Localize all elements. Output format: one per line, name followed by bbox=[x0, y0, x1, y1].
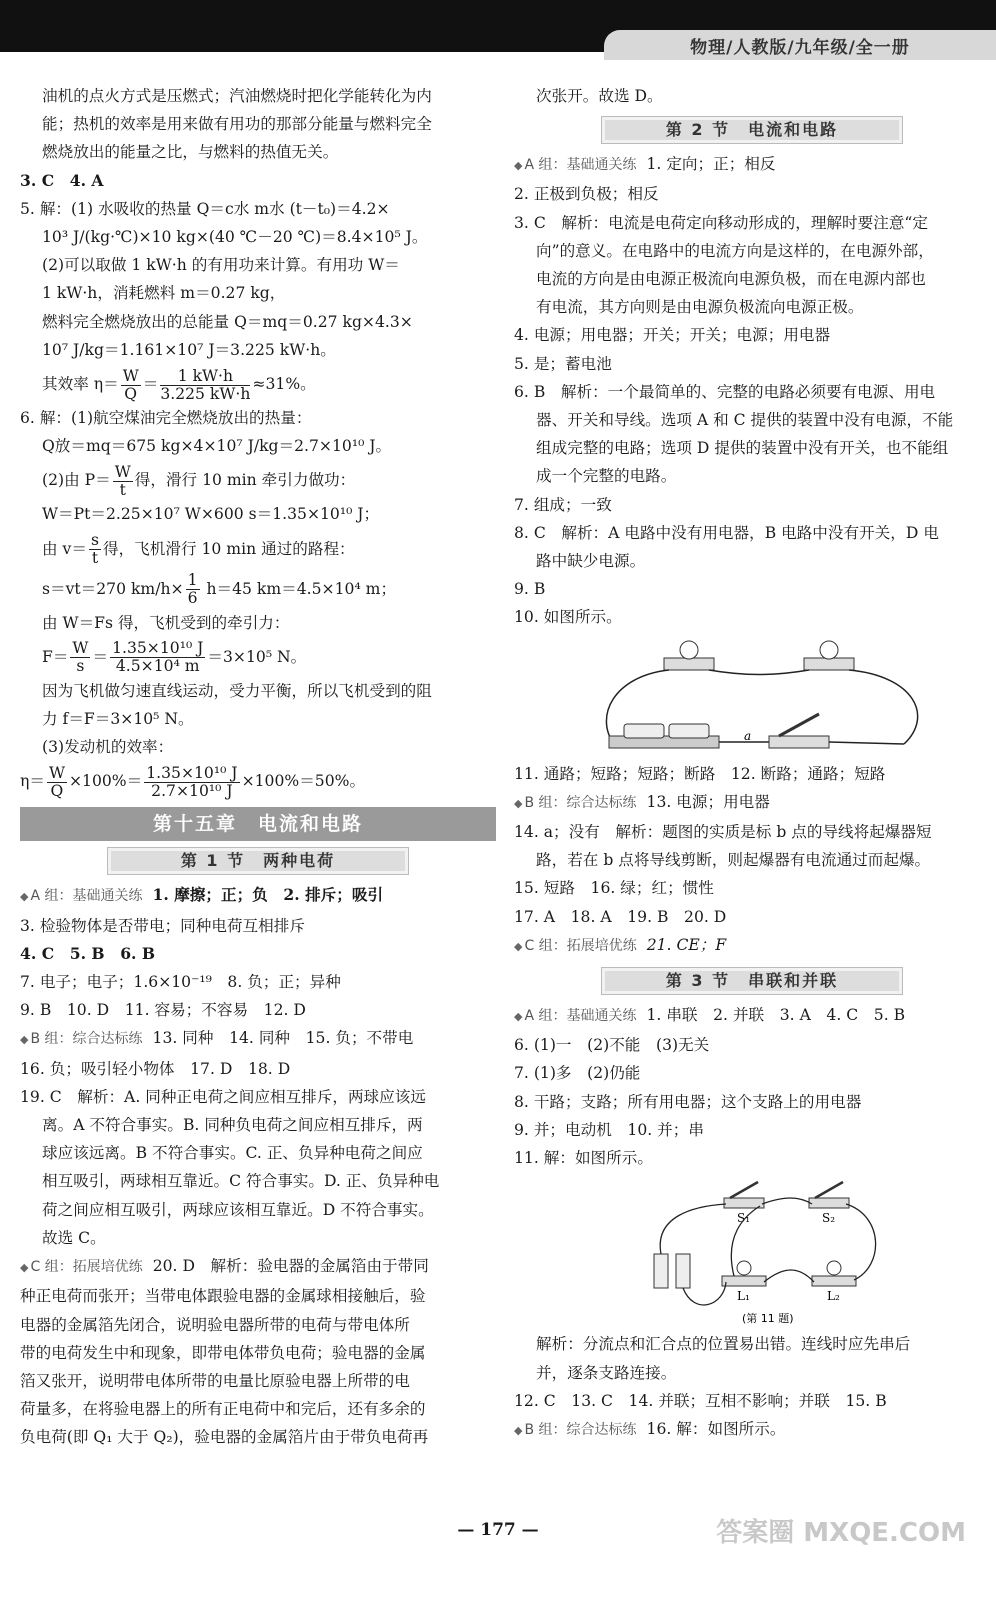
wire-icon bbox=[764, 1270, 814, 1282]
answer-line: 7. (1)多 (2)仍能 bbox=[514, 1064, 641, 1083]
text-line: 并，逐条支路连接。 bbox=[536, 1363, 677, 1382]
answer-line: 7. 组成；一致 bbox=[514, 495, 612, 514]
text-line: 电流的方向是由电源正极流向电源负极，而在电源内部也 bbox=[536, 270, 926, 289]
bulb-icon bbox=[827, 1261, 841, 1275]
answer-line: 15. 短路 16. 绿；红；惯性 bbox=[514, 879, 714, 898]
circuit-diagram-11 bbox=[634, 1176, 894, 1326]
battery-icon bbox=[624, 724, 664, 738]
formula-line: η＝ $\frac{W}{Q}$ ×100%＝ $\frac{\text{1.35×10¹⁰ J}}{\text{2.7×10¹⁰ J}}$ ×100%＝50%。 bbox=[20, 763, 366, 800]
switch-label: S₁ bbox=[737, 1211, 751, 1226]
answer-line: 3. C 4. A bbox=[20, 170, 104, 190]
answer-line: 6. (1)一 (2)不能 (3)无关 bbox=[514, 1036, 710, 1055]
text-line: 荷之间应相互吸引，两球应该相互靠近。D 不符合事实。 bbox=[42, 1200, 434, 1219]
section-title: 第 2 节 电流和电路 bbox=[601, 116, 903, 144]
group-label: ◆ A 组：基础通关练 bbox=[514, 157, 637, 173]
group-label: ◆ C 组：拓展培优练 bbox=[20, 1259, 143, 1275]
wire-icon bbox=[849, 670, 918, 744]
switch-lever-icon bbox=[730, 1182, 758, 1198]
text-line: 10⁷ J/kg＝1.161×10⁷ J＝3.225 kW·h。 bbox=[42, 340, 336, 359]
group-line: ◆ B 组：综合达标练 13. 电源；用电器 bbox=[514, 788, 990, 818]
text-line: (2)可以取做 1 kW·h 的有用功来计算。有用功 W＝ bbox=[42, 256, 400, 275]
battery-icon bbox=[669, 724, 709, 738]
text-line: 燃料完全燃烧放出的总能量 Q＝mq＝0.27 kg×4.3× bbox=[42, 312, 413, 331]
text-line: 负电荷(即 Q₁ 大于 Q₂)，验电器的金属箔片由于带负电荷再 bbox=[20, 1428, 429, 1447]
text-line: 荷量多，在将验电器上的所有正电荷中和完后，还有多余的 bbox=[20, 1400, 426, 1419]
text-line: Q放＝mq＝675 kg×4×10⁷ J/kg＝2.7×10¹⁰ J。 bbox=[42, 437, 392, 456]
answer-line: 11. 通路；短路；短路；断路 12. 断路；通路；短路 bbox=[514, 764, 886, 783]
switch-base-icon bbox=[809, 1198, 849, 1208]
group-label: ◆ C 组：拓展培优练 bbox=[514, 938, 637, 954]
text-line: 能；热机的效率是用来做有用功的那部分能量与燃料完全 bbox=[42, 115, 432, 134]
answer-line: 9. B 10. D 11. 容易；不容易 12. D bbox=[20, 1001, 306, 1020]
answer-line: 5. 是；蓄电池 bbox=[514, 354, 612, 373]
page-number: — 177 — bbox=[457, 1520, 539, 1540]
text-line: 向”的意义。在电路中的电流方向是这样的，在电源外部， bbox=[536, 241, 934, 260]
answer-line: 8. C 解析：A 电路中没有用电器，B 电路中没有开关，D 电 bbox=[514, 523, 939, 542]
text-line: 力 f＝F＝3×10⁵ N。 bbox=[42, 710, 194, 729]
text-line: 1 kW·h，消耗燃料 m＝0.27 kg， bbox=[42, 284, 286, 303]
formula-line: 由 v＝ $\frac{s}{t}$ 得，飞机滑行 10 min 通过的路程： bbox=[42, 531, 355, 568]
text-line: 油机的点火方式是压燃式；汽油燃烧时把化学能转化为内 bbox=[42, 87, 432, 105]
battery-icon bbox=[676, 1254, 690, 1288]
wire-icon bbox=[762, 1198, 812, 1204]
text-line: 成一个完整的电路。 bbox=[536, 467, 677, 486]
text-line: 燃烧放出的能量之比，与燃料的热值无关。 bbox=[42, 143, 339, 162]
text-line: 相互吸引，两球相互靠近。C 符合事实。D. 正、负异种电 bbox=[42, 1172, 440, 1191]
bulb-icon bbox=[820, 641, 838, 659]
answer-line: 10. 如图所示。 bbox=[514, 608, 622, 627]
bulb-holder-icon bbox=[804, 658, 854, 670]
text-line: 组成完整的电路；选项 D 提供的装置中没有开关，也不能组 bbox=[536, 439, 949, 458]
wire-icon bbox=[709, 670, 809, 675]
text-line: 球应该远离。B 不符合事实。C. 正、负异种电荷之间应 bbox=[42, 1144, 423, 1163]
text-line: 离。A 不符合事实。B. 同种负电荷之间应相互排斥，两 bbox=[42, 1116, 423, 1135]
answer-line: 14. a；没有 解析：题图的实质是标 b 点的导线将起爆器短 bbox=[514, 823, 932, 842]
circuit-diagram-10 bbox=[594, 636, 954, 756]
text-line: 路中缺少电源。 bbox=[536, 552, 646, 571]
text-line: 种正电荷而张开；当带电体跟验电器的金属球相接触后，验 bbox=[20, 1287, 426, 1306]
text-line: 故选 C。 bbox=[42, 1228, 106, 1247]
text-line: 有电流，其方向则是由电源负极流向电源正极。 bbox=[536, 298, 864, 317]
answer-line: 19. C 解析：A. 同种正电荷之间应相互排斥，两球应该远 bbox=[20, 1087, 426, 1106]
group-label: ◆ B 组：综合达标练 bbox=[20, 1031, 143, 1047]
text-line: 带的电荷发生中和现象，即带电体带负电荷；验电器的金属 bbox=[20, 1343, 426, 1362]
right-column bbox=[514, 82, 990, 1445]
group-line: ◆ C 组：拓展培优练 20. D 解析：验电器的金属箔由于带同 bbox=[20, 1252, 496, 1282]
formula-line: 其效率 η＝ $\frac{W}{Q}$ ＝ $\frac{1 kW\cdot h}{3.225 kW\cdot h}$ ≈31%。 bbox=[42, 366, 316, 403]
group-label: ◆ A 组：基础通关练 bbox=[20, 888, 143, 904]
answer-line: 4. C 5. B 6. B bbox=[20, 943, 156, 963]
formula-line: F＝ $\frac{W}{s}$ ＝ $\frac{\text{1.35×10¹⁰ J}}{\text{4.5×10⁴ m}}$ ＝3×10⁵ N。 bbox=[42, 639, 307, 676]
formula-line: s＝vt＝270 km/h× $\frac{1}{6}$ h＝45 km＝4.5×10⁴ m； bbox=[42, 571, 397, 608]
switch-base-icon bbox=[769, 736, 829, 748]
text-line: 因为飞机做匀速直线运动，受力平衡，所以飞机受到的阻 bbox=[42, 681, 432, 700]
wire-icon bbox=[846, 1204, 876, 1280]
answer-line: 9. 并；电动机 10. 并；串 bbox=[514, 1120, 704, 1139]
answer-line: 5. 解：(1) 水吸收的热量 Q＝c水 m水 (t－t₀)＝4.2× bbox=[20, 199, 390, 218]
answer-line: 17. A 18. A 19. B 20. D bbox=[514, 907, 727, 926]
text-line: 电器的金属箔先闭合，说明验电器所带的电荷与带电体所 bbox=[20, 1315, 410, 1334]
text-line: 10³ J/(kg·℃)×10 kg×(40 ℃－20 ℃)＝8.4×10⁵ J。 bbox=[42, 228, 428, 247]
group-line: ◆ C 组：拓展培优练 21. CE；F bbox=[514, 931, 990, 961]
wire-icon bbox=[829, 742, 904, 744]
answer-line: 12. C 13. C 14. 并联；互相不影响；并联 15. B bbox=[514, 1391, 887, 1410]
switch-label: S₂ bbox=[822, 1211, 836, 1226]
text-line: 解析：分流点和汇合点的位置易出错。连线时应先串后 bbox=[536, 1335, 911, 1354]
text-line: 箔又张开，说明带电体所带的电量比原验电器上所带的电 bbox=[20, 1371, 410, 1390]
answer-line: 2. 正极到负极；相反 bbox=[514, 185, 659, 204]
bulb-label: L₁ bbox=[737, 1289, 750, 1304]
point-label: a bbox=[744, 728, 752, 743]
answer-line: 3. C 解析：电流是电荷定向移动形成的，理解时要注意“定 bbox=[514, 213, 928, 232]
watermark: 答案圈 MXQE.COM bbox=[716, 1518, 966, 1548]
section-title: 第 1 节 两种电荷 bbox=[107, 847, 409, 875]
text-line: 路，若在 b 点将导线剪断，则起爆器有电流通过而起爆。 bbox=[536, 851, 931, 870]
group-line: ◆ B 组：综合达标练 13. 同种 14. 同种 15. 负；不带电 bbox=[20, 1024, 496, 1054]
group-line: ◆ A 组：基础通关练 1. 摩擦；正；负 2. 排斥；吸引 bbox=[20, 881, 496, 911]
figure-caption: (第 11 题) bbox=[742, 1312, 794, 1326]
answer-line: 3. 检验物体是否带电；同种电荷互相排斥 bbox=[20, 916, 305, 935]
answer-line: 6. 解：(1)航空煤油完全燃烧放出的热量： bbox=[20, 409, 312, 428]
text-line: 器、开关和导线。选项 A 和 C 提供的装置中没有电源，不能 bbox=[536, 411, 954, 430]
text-line: (3)发动机的效率： bbox=[42, 738, 174, 757]
group-label: ◆ A 组：基础通关练 bbox=[514, 1008, 637, 1024]
text-line: 由 W＝Fs 得，飞机受到的牵引力： bbox=[42, 613, 290, 632]
section-title: 第 3 节 串联和并联 bbox=[601, 967, 903, 995]
bulb-icon bbox=[737, 1261, 751, 1275]
answer-line: 7. 电子；电子；1.6×10⁻¹⁹ 8. 负；正；异种 bbox=[20, 973, 341, 992]
text-line: W＝Pt＝2.25×10⁷ W×600 s＝1.35×10¹⁰ J； bbox=[42, 505, 380, 524]
group-line: ◆ A 组：基础通关练 1. 串联 2. 并联 3. A 4. C 5. B bbox=[514, 1001, 990, 1031]
bulb-icon bbox=[680, 641, 698, 659]
answer-line: 4. 电源；用电器；开关；开关；电源；用电器 bbox=[514, 326, 831, 345]
header-title: 物理/人教版/九年级/全一册 bbox=[604, 30, 996, 60]
text-line: 次张开。故选 D。 bbox=[536, 87, 663, 105]
formula-line: (2)由 P＝ $\frac{W}{t}$ 得，滑行 10 min 牵引力做功： bbox=[42, 462, 356, 499]
group-label: ◆ B 组：综合达标练 bbox=[514, 1422, 637, 1438]
group-label: ◆ B 组：综合达标练 bbox=[514, 795, 637, 811]
wire-icon bbox=[660, 1204, 726, 1254]
group-line: ◆ A 组：基础通关练 1. 定向；正；相反 bbox=[514, 150, 990, 180]
switch-lever-icon bbox=[815, 1182, 843, 1198]
bulb-holder-icon bbox=[722, 1276, 766, 1286]
answer-line: 8. 干路；支路；所有用电器；这个支路上的用电器 bbox=[514, 1092, 862, 1111]
left-column bbox=[20, 82, 496, 1452]
answer-line: 6. B 解析：一个最简单的、完整的电路必须要有电源、用电 bbox=[514, 382, 936, 401]
bulb-holder-icon bbox=[664, 658, 714, 670]
chapter-title: 第十五章 电流和电路 bbox=[20, 807, 496, 841]
bulb-label: L₂ bbox=[827, 1289, 840, 1304]
group-line: ◆ B 组：综合达标练 16. 解：如图所示。 bbox=[514, 1415, 990, 1445]
answer-line: 9. B bbox=[514, 580, 546, 599]
answer-line: 16. 负；吸引轻小物体 17. D 18. D bbox=[20, 1059, 291, 1078]
battery-icon bbox=[654, 1254, 668, 1288]
answer-line: 11. 解：如图所示。 bbox=[514, 1149, 653, 1168]
switch-lever-icon bbox=[779, 714, 819, 736]
bulb-holder-icon bbox=[812, 1276, 856, 1286]
switch-base-icon bbox=[724, 1198, 764, 1208]
